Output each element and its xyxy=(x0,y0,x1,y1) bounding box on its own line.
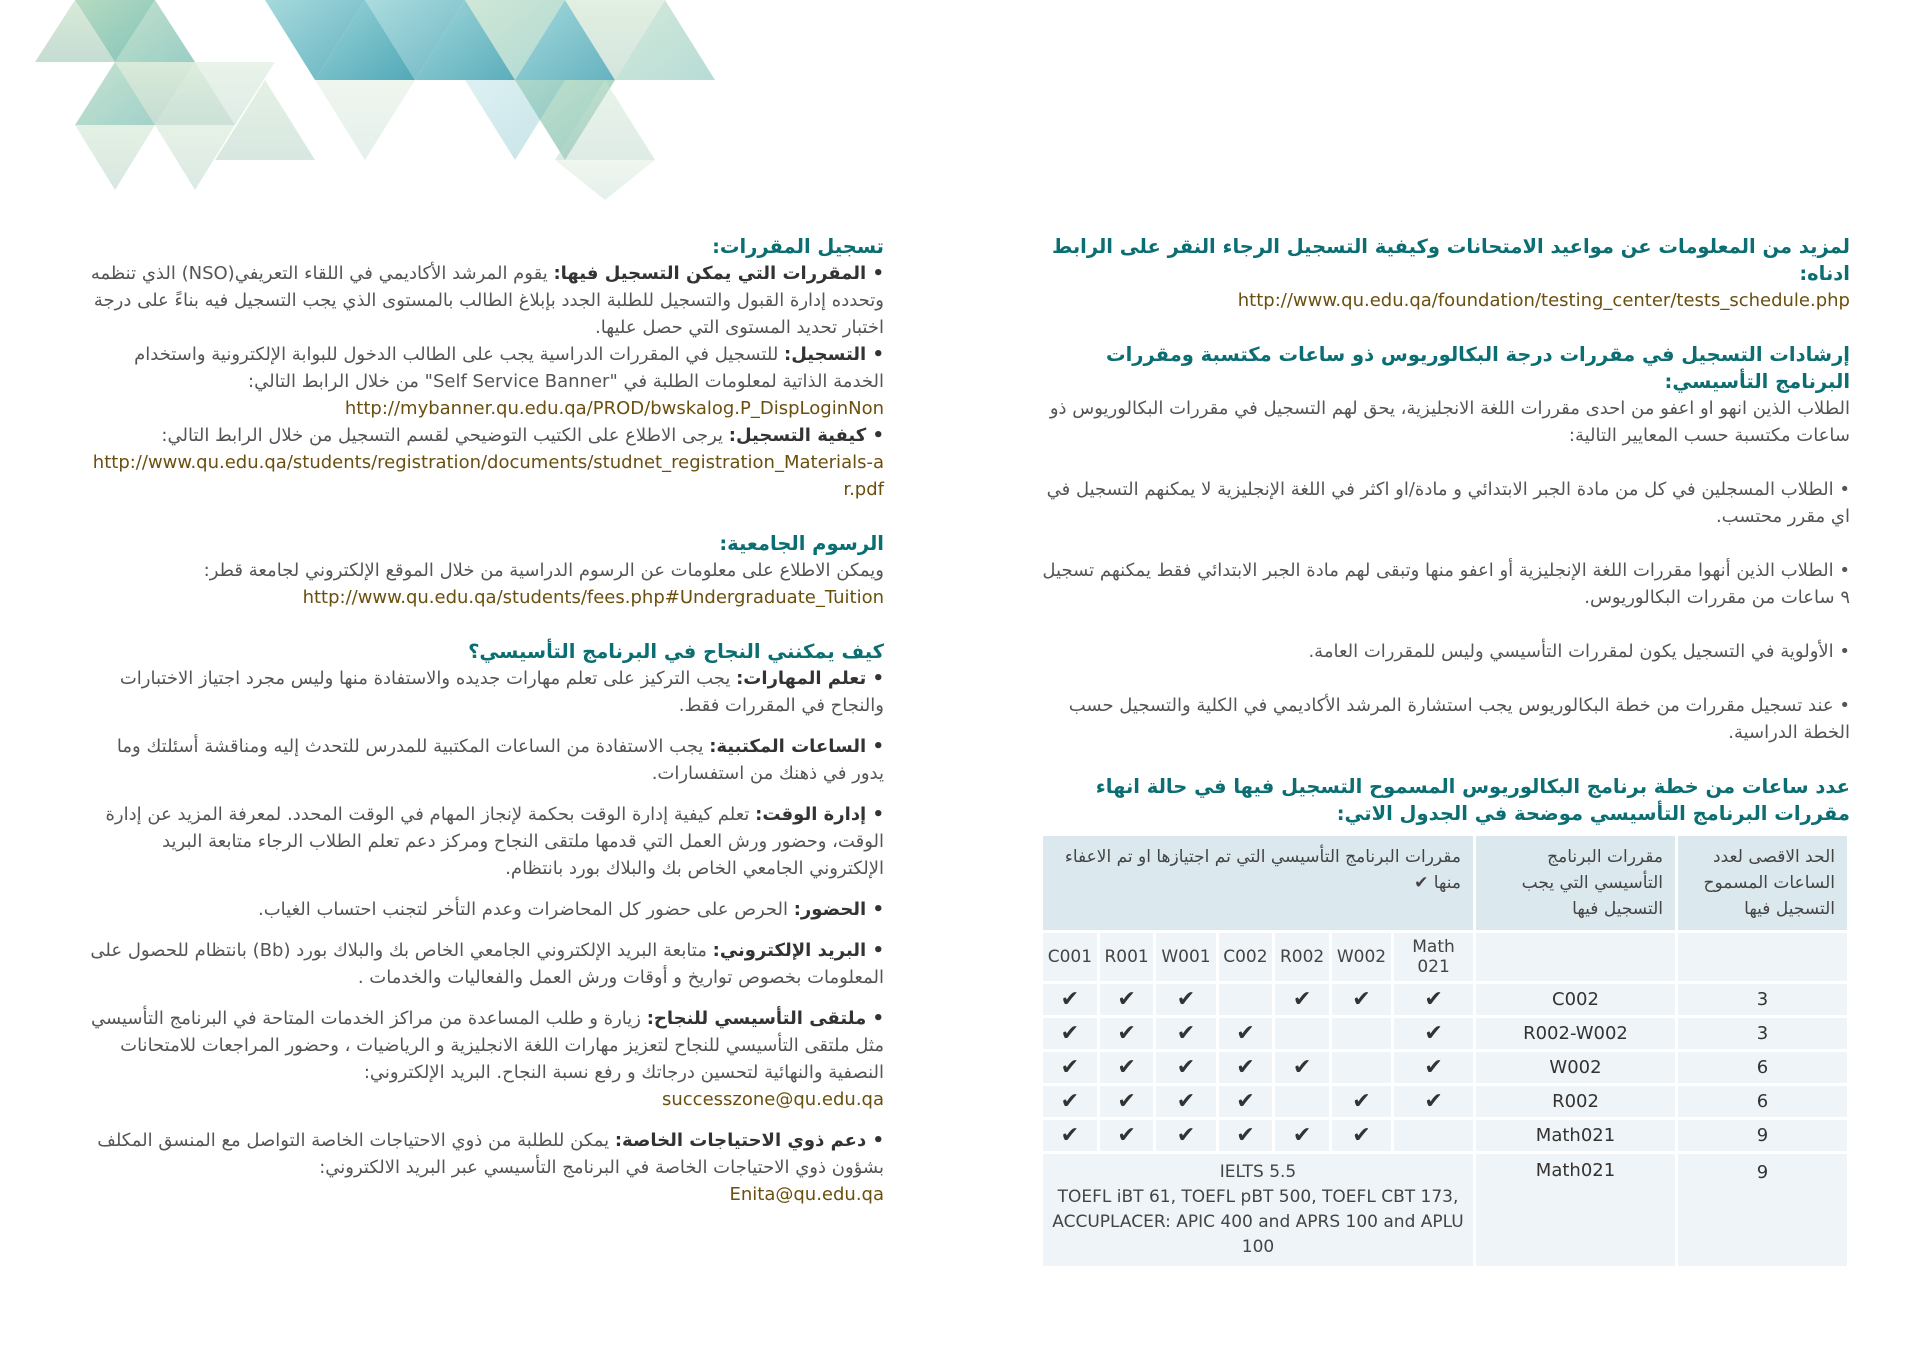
toefl-line: TOEFL iBT 61, TOEFL pBT 500, TOEFL CBT 173, xyxy=(1057,1187,1459,1207)
skills-text: يجب التركيز على تعلم مهارات جديده والاستفادة منها وليس مجرد اجتياز الاختبارات والنجاح في المقررات فقط. xyxy=(119,668,884,716)
check-icon: ✔ xyxy=(1219,1086,1273,1117)
table-row xyxy=(1043,1052,1847,1083)
registration-heading: تسجيل المقررات: xyxy=(712,235,884,258)
success-heading: كيف يمكنني النجاح في البرنامج التأسيسي؟ xyxy=(468,640,884,663)
course-codes-row xyxy=(1043,933,1847,981)
check-icon: ✔ xyxy=(1156,1120,1215,1151)
check-icon: ✔ xyxy=(1219,1018,1273,1049)
check-icon: ✔ xyxy=(1043,1086,1097,1117)
guideline-item-1: • الطلاب المسجلين في كل من مادة الجبر الابتدائي و مادة/او اكثر في اللغة الإنجليزية لا يمكنهم التسجيل في اي مقرر محتسب. xyxy=(1046,479,1850,527)
cell-required-courses: Math021 xyxy=(1476,1154,1675,1266)
table-row xyxy=(1043,1018,1847,1049)
check-icon: ✔ xyxy=(1332,1120,1391,1151)
special-needs-email-link[interactable]: Enita@qu.edu.qa xyxy=(729,1184,884,1205)
check-icon: ✔ xyxy=(1100,1120,1154,1151)
success-zone-paragraph xyxy=(88,1005,884,1086)
check-icon: ✔ xyxy=(1100,1052,1154,1083)
courses-label: • المقررات التي يمكن التسجيل فيها: xyxy=(553,263,884,284)
attendance-text: الحرص على حضور كل المحاضرات وعدم التأخر لتجنب احتساب الغياب. xyxy=(258,899,794,920)
decorative-triangle-banner xyxy=(25,0,725,205)
courses-paragraph xyxy=(88,260,884,341)
cell-max-hours: 9 xyxy=(1678,1120,1847,1151)
check-icon: ✔ xyxy=(1275,1052,1329,1083)
cell-max-hours: 6 xyxy=(1678,1086,1847,1117)
fees-link[interactable]: http://www.qu.edu.qa/students/fees.php#Undergraduate_Tuition xyxy=(302,587,884,608)
cell-required-courses: Math021 xyxy=(1476,1120,1675,1151)
check-icon: ✔ xyxy=(1394,1018,1473,1049)
empty-cell xyxy=(1275,1018,1329,1049)
time-management-paragraph xyxy=(88,801,884,882)
check-icon: ✔ xyxy=(1043,1120,1097,1151)
guideline-item-2: • الطلاب الذين أنهوا مقررات اللغة الإنجليزية أو اعفو منها وتبقى لهم مادة الجبر الابتدائي فقط يمكنهم تسجيل ٩ ساعات من مقررات البكالوريوس. xyxy=(1042,560,1850,608)
check-icon: ✔ xyxy=(1156,1018,1215,1049)
check-icon: ✔ xyxy=(1332,984,1391,1015)
how-to-register-paragraph xyxy=(88,422,884,449)
time-management-label: • إدارة الوقت: xyxy=(755,804,884,825)
skills-paragraph xyxy=(88,665,884,719)
right-column xyxy=(1040,233,1850,1269)
time-management-text: تعلم كيفية إدارة الوقت بحكمة لإنجاز المهام في الوقت المحدد. لمعرفة المزيد عن إدارة الوقت، وحضور ورش العمل التي قدمها ملتقى النجاح ومركز دعم تعلم الطلاب الرجاء متابعة البريد الإلكتروني الجامعي الخاص بك والبلاك بورد بانتظام. xyxy=(105,804,884,879)
empty-cell xyxy=(1332,1052,1391,1083)
check-icon: ✔ xyxy=(1219,1120,1273,1151)
cell-required-courses: R002-W002 xyxy=(1476,1018,1675,1049)
check-icon: ✔ xyxy=(1043,984,1097,1015)
cell-max-hours: 9 xyxy=(1678,1154,1847,1266)
registration-materials-link[interactable]: http://www.qu.edu.qa/students/registration/documents/studnet_registration_Materials-ar.pdf xyxy=(92,452,884,500)
check-icon: ✔ xyxy=(1043,1052,1097,1083)
check-icon: ✔ xyxy=(1394,1052,1473,1083)
office-hours-label: • الساعات المكتبية: xyxy=(709,736,884,757)
code-header: R001 xyxy=(1100,933,1154,981)
cell-required-courses: C002 xyxy=(1476,984,1675,1015)
table-header-row xyxy=(1043,836,1847,930)
guidelines-heading: إرشادات التسجيل في مقررات درجة البكالوريوس ذو ساعات مكتسبة ومقررات البرنامج التأسيسي: xyxy=(1106,343,1850,393)
empty-cell xyxy=(1219,984,1273,1015)
empty-cell xyxy=(1394,1120,1473,1151)
hours-heading: عدد ساعات من خطة برنامج البكالوريوس المسموح التسجيل فيها في حالة انهاء مقررات البرنامج التأسيسي موضحة في الجدول الاتي: xyxy=(1095,775,1850,825)
header-required-courses: مقررات البرنامج التأسيسي التي يجب التسجيل فيها xyxy=(1476,836,1675,930)
code-header: W001 xyxy=(1156,933,1215,981)
check-icon: ✔ xyxy=(1043,1018,1097,1049)
empty-cell xyxy=(1332,1018,1391,1049)
code-header: Math 021 xyxy=(1394,933,1473,981)
left-column xyxy=(88,233,884,1208)
email-label: • البريد الإلكتروني: xyxy=(712,940,884,961)
cell-max-hours: 3 xyxy=(1678,984,1847,1015)
cell-max-hours: 6 xyxy=(1678,1052,1847,1083)
check-icon: ✔ xyxy=(1100,1086,1154,1117)
check-icon: ✔ xyxy=(1275,1120,1329,1151)
attendance-label: • الحضور: xyxy=(793,899,884,920)
code-header: W002 xyxy=(1332,933,1391,981)
guideline-item-4: • عند تسجيل مقررات من خطة البكالوريوس يجب استشارة المرشد الأكاديمي في الكلية والتسجيل حسب الخطة الدراسية. xyxy=(1068,695,1850,743)
check-icon: ✔ xyxy=(1332,1086,1391,1117)
empty-cell xyxy=(1275,1086,1329,1117)
check-icon: ✔ xyxy=(1100,984,1154,1015)
check-icon: ✔ xyxy=(1394,984,1473,1015)
hours-table xyxy=(1040,833,1850,1269)
header-completed-courses: مقررات البرنامج التأسيسي التي تم اجتيازها او تم الاعفاء منها ✔ xyxy=(1043,836,1473,930)
success-zone-text: زيارة و طلب المساعدة من مراكز الخدمات المتاحة في البرنامج التأسيسي مثل ملتقى التأسيسي للنجاح لتعزيز مهارات اللغة الانجليزية و الرياضيات ، وحضور المراجعات للامتحانات النصفية والنهائية لتحسين درجاتك و رفع نسبة النجاح. البريد الإلكتروني: xyxy=(90,1008,884,1083)
fees-text: ويمكن الاطلاع على معلومات عن الرسوم الدراسية من خلال الموقع الإلكتروني لجامعة قطر: xyxy=(203,560,884,581)
registration-text: للتسجيل في المقررات الدراسية يجب على الطالب الدخول للبوابة الإلكترونية واستخدام الخدمة الذاتية لمعلومات الطلبة في "Self Service Banner" من خلال الرابط التالي: xyxy=(134,344,884,392)
cell-test-scores xyxy=(1043,1154,1473,1266)
table-row xyxy=(1043,1120,1847,1151)
cell-required-courses: W002 xyxy=(1476,1052,1675,1083)
guideline-item-3: • الأولوية في التسجيل يكون لمقررات التأسيسي وليس للمقررات العامة. xyxy=(1308,641,1850,662)
check-icon: ✔ xyxy=(1156,1086,1215,1117)
special-needs-paragraph xyxy=(88,1127,884,1181)
courses-text: يقوم المرشد الأكاديمي في اللقاء التعريفي(NSO) الذي تنظمه وتحدده إدارة القبول والتسجيل للطلبة الجدد بإبلاغ الطالب بالمستوى الذي يجب التسجيل فيه بناءً على درجة اختبار تحديد المستوى التي حصل عليها. xyxy=(90,263,884,338)
code-header: C002 xyxy=(1219,933,1273,981)
registration-paragraph xyxy=(88,341,884,395)
code-header: R002 xyxy=(1275,933,1329,981)
banner-link[interactable]: http://mybanner.qu.edu.qa/PROD/bwskalog.P_DispLoginNon xyxy=(344,398,884,419)
cell-required-courses: R002 xyxy=(1476,1086,1675,1117)
check-icon: ✔ xyxy=(1156,1052,1215,1083)
success-zone-label: • ملتقى التأسيسي للنجاح: xyxy=(646,1008,884,1029)
table-row xyxy=(1043,1086,1847,1117)
header-max-hours: الحد الاقصى لعدد الساعات المسموح التسجيل فيها xyxy=(1678,836,1847,930)
accuplacer-line: ACCUPLACER: APIC 400 and APRS 100 and APLU 100 xyxy=(1052,1212,1464,1257)
email-paragraph xyxy=(88,937,884,991)
table-row-tests xyxy=(1043,1154,1847,1266)
attendance-paragraph xyxy=(88,896,884,923)
registration-label: • التسجيل: xyxy=(784,344,884,365)
table-row xyxy=(1043,984,1847,1015)
success-zone-email-link[interactable]: successzone@qu.edu.qa xyxy=(662,1089,884,1110)
email-text: متابعة البريد الإلكتروني الجامعي الخاص بك والبلاك بورد (Bb) بانتظام للحصول على المعلومات بخصوص تواريخ و أوقات ورش العمل والفعاليات والخدمات . xyxy=(90,940,884,988)
cell-max-hours: 3 xyxy=(1678,1018,1847,1049)
skills-label: • تعلم المهارات: xyxy=(736,668,884,689)
tests-schedule-link[interactable]: http://www.qu.edu.qa/foundation/testing_center/tests_schedule.php xyxy=(1237,290,1850,311)
how-to-register-label: • كيفية التسجيل: xyxy=(728,425,884,446)
ielts-line: IELTS 5.5 xyxy=(1219,1162,1297,1182)
check-icon: ✔ xyxy=(1394,1086,1473,1117)
special-needs-text: يمكن للطلبة من ذوي الاحتياجات الخاصة التواصل مع المنسق المكلف بشؤون ذوي الاحتياجات الخاصة في البرنامج التأسيسي عبر البريد الالكتروني: xyxy=(97,1130,884,1178)
check-icon: ✔ xyxy=(1219,1052,1273,1083)
check-icon: ✔ xyxy=(1275,984,1329,1015)
guidelines-intro: الطلاب الذين انهو او اعفو من احدى مقررات اللغة الانجليزية، يحق لهم التسجيل في مقررات البكالوريوس ذو ساعات مكتسبة حسب المعايير التالية: xyxy=(1049,398,1850,446)
check-icon: ✔ xyxy=(1100,1018,1154,1049)
office-hours-text: يجب الاستفادة من الساعات المكتبية للمدرس للتحدث إليه ومناقشة أسئلتك وما يدور في ذهنك من استفسارات. xyxy=(116,736,884,784)
special-needs-label: • دعم ذوي الاحتياجات الخاصة: xyxy=(614,1130,884,1151)
check-icon: ✔ xyxy=(1156,984,1215,1015)
how-to-register-text: يرجى الاطلاع على الكتيب التوضيحي لقسم التسجيل من خلال الرابط التالي: xyxy=(161,425,729,446)
office-hours-paragraph xyxy=(88,733,884,787)
fees-heading: الرسوم الجامعية: xyxy=(719,532,884,555)
more-info-heading: لمزيد من المعلومات عن مواعيد الامتحانات وكيفية التسجيل الرجاء النقر على الرابط ادناه: xyxy=(1051,235,1850,285)
code-header: C001 xyxy=(1043,933,1097,981)
